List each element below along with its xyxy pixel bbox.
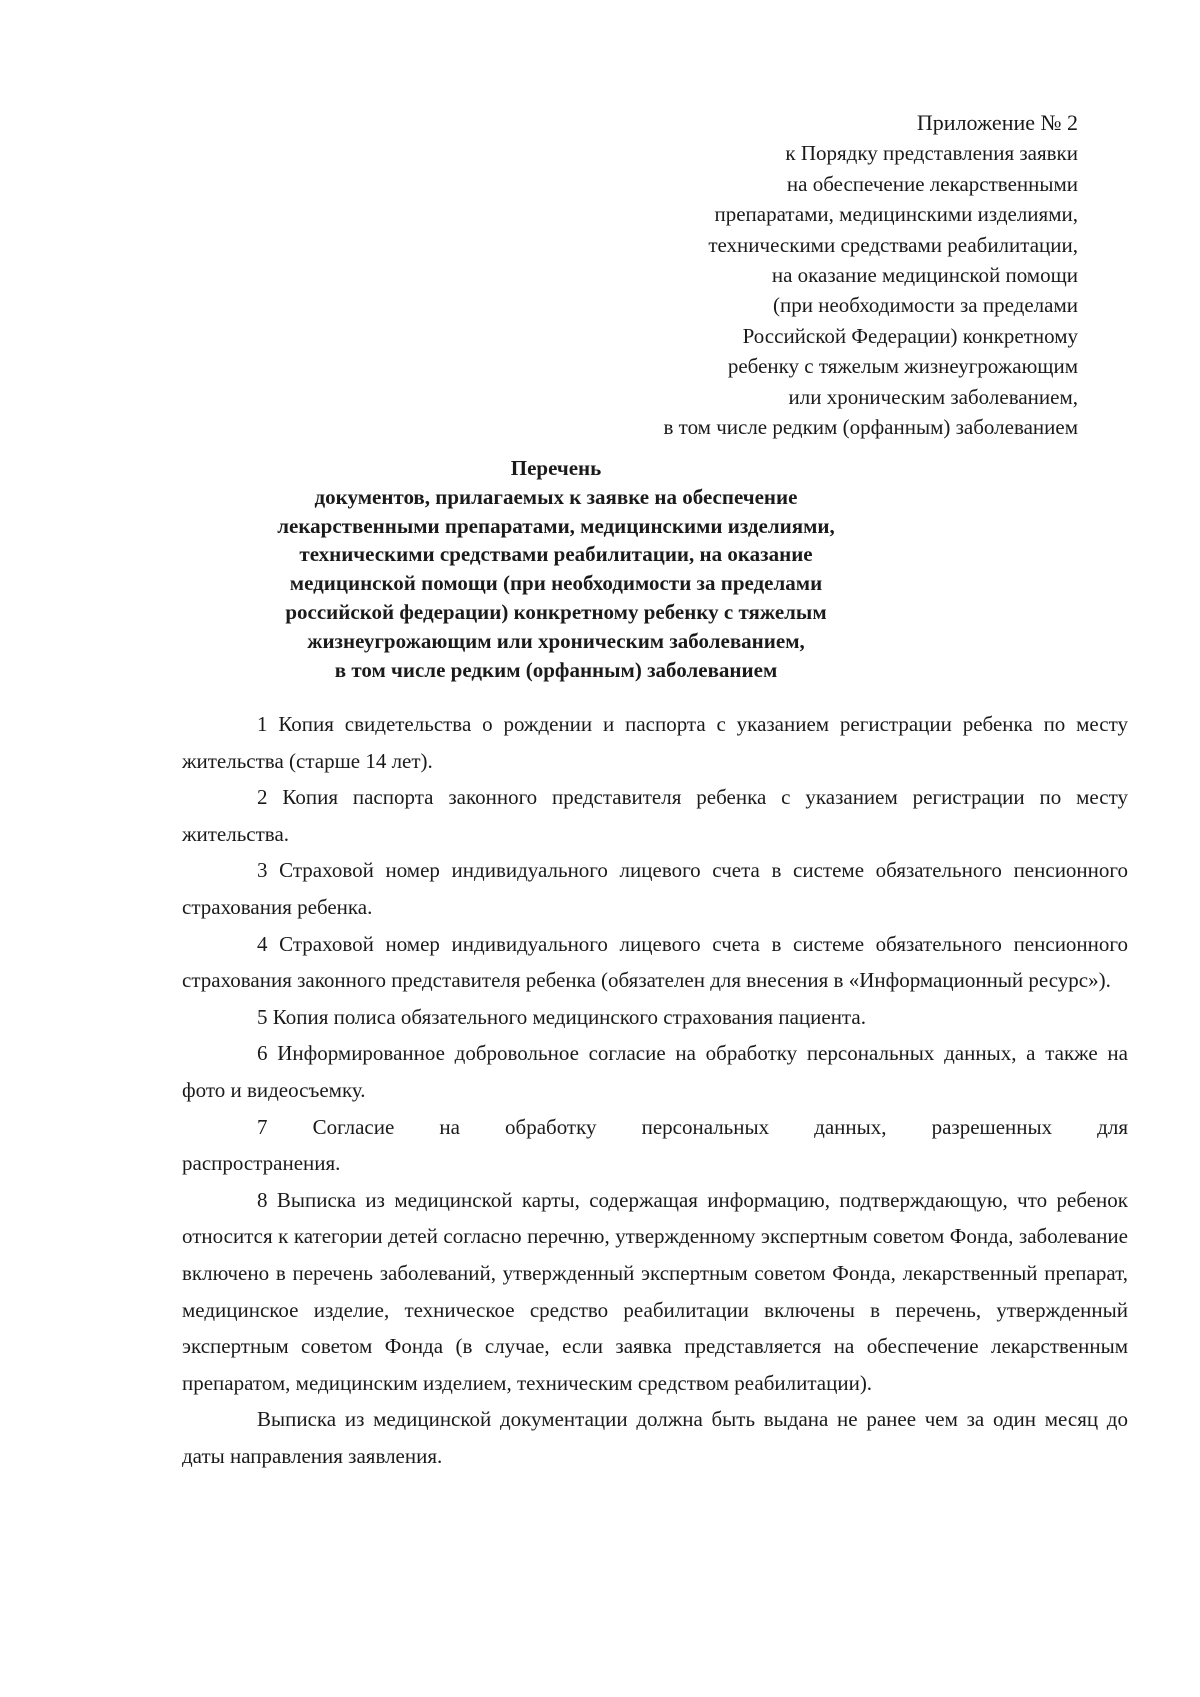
list-item: 8 Выписка из медицинской карты, содержащая информацию, подтверждающую, что ребенок относится к категории детей согласно перечню, утвержденному экспертным советом Фонда, заболевание включено в перечень заболеваний, утвержденный экспертным советом Фонда, лекарственный препарат, медицинское изделие, техническое средство реабилитации включены в перечень, утвержденный экспертным советом Фонда (в случае, если заявка представляется на обеспечение лекарственным препаратом, медицинским изделием, техническим средством реабилитации).	[182, 1187, 1128, 1395]
appendix-line: ребенку с тяжелым жизнеугрожающим	[727, 354, 1078, 379]
list-item: 3 Страховой номер индивидуального лицевого счета в системе обязательного пенсионного страхования ребенка.	[182, 858, 1128, 919]
appendix-line: на оказание медицинской помощи	[771, 263, 1078, 288]
title-line: документов, прилагаемых к заявке на обеспечение	[314, 484, 798, 509]
appendix-line: Приложение № 2	[916, 110, 1078, 135]
list-item: 2 Копия паспорта законного представителя ребенка с указанием регистрации по месту жительства.	[182, 785, 1128, 846]
title-line: в том числе редким (орфанным) заболеванием	[334, 657, 778, 682]
appendix-header	[518, 108, 1078, 442]
title-line: российской федерации) конкретному ребенку с тяжелым	[285, 599, 827, 624]
document-body	[182, 706, 1128, 1474]
appendix-line: (при необходимости за пределами	[773, 293, 1078, 318]
title-line: Перечень	[510, 456, 602, 480]
appendix-line: к Порядку представления заявки	[785, 141, 1078, 166]
appendix-line: на обеспечение лекарственными	[786, 171, 1078, 196]
list-item-continuation: распространения.	[182, 1151, 341, 1176]
appendix-line: препаратами, медицинскими изделиями,	[714, 202, 1078, 227]
title-line: жизнеугрожающим или хроническим заболеванием,	[307, 628, 805, 653]
list-item: 6 Информированное добровольное согласие на обработку персональных данных, а также на фото и видеосъемку.	[182, 1041, 1128, 1102]
list-item: 1 Копия свидетельства о рождении и паспорта с указанием регистрации ребенка по месту жительства (старше 14 лет).	[182, 712, 1128, 773]
appendix-line: Российской Федерации) конкретному	[742, 323, 1078, 348]
closing-note: Выписка из медицинской документации должна быть выдана не ранее чем за один месяц до даты направления заявления.	[182, 1407, 1128, 1468]
title-line: лекарственными препаратами, медицинскими изделиями,	[277, 513, 835, 538]
appendix-line: в том числе редким (орфанным) заболеванием	[663, 415, 1078, 440]
list-item: 7 Согласие на обработку персональных данных, разрешенных для	[257, 1114, 1128, 1139]
appendix-line: или хроническим заболеванием,	[788, 384, 1078, 409]
title-line: техническими средствами реабилитации, на оказание	[299, 542, 813, 567]
title-line: медицинской помощи (при необходимости за пределами	[289, 571, 823, 596]
appendix-line: техническими средствами реабилитации,	[708, 232, 1078, 257]
list-item: 4 Страховой номер индивидуального лицевого счета в системе обязательного пенсионного страхования законного представителя ребенка (обязателен для внесения в «Информационный ресурс»).	[182, 931, 1128, 993]
document-title	[200, 454, 912, 684]
list-item: 5 Копия полиса обязательного медицинского страхования пациента.	[257, 1004, 866, 1029]
